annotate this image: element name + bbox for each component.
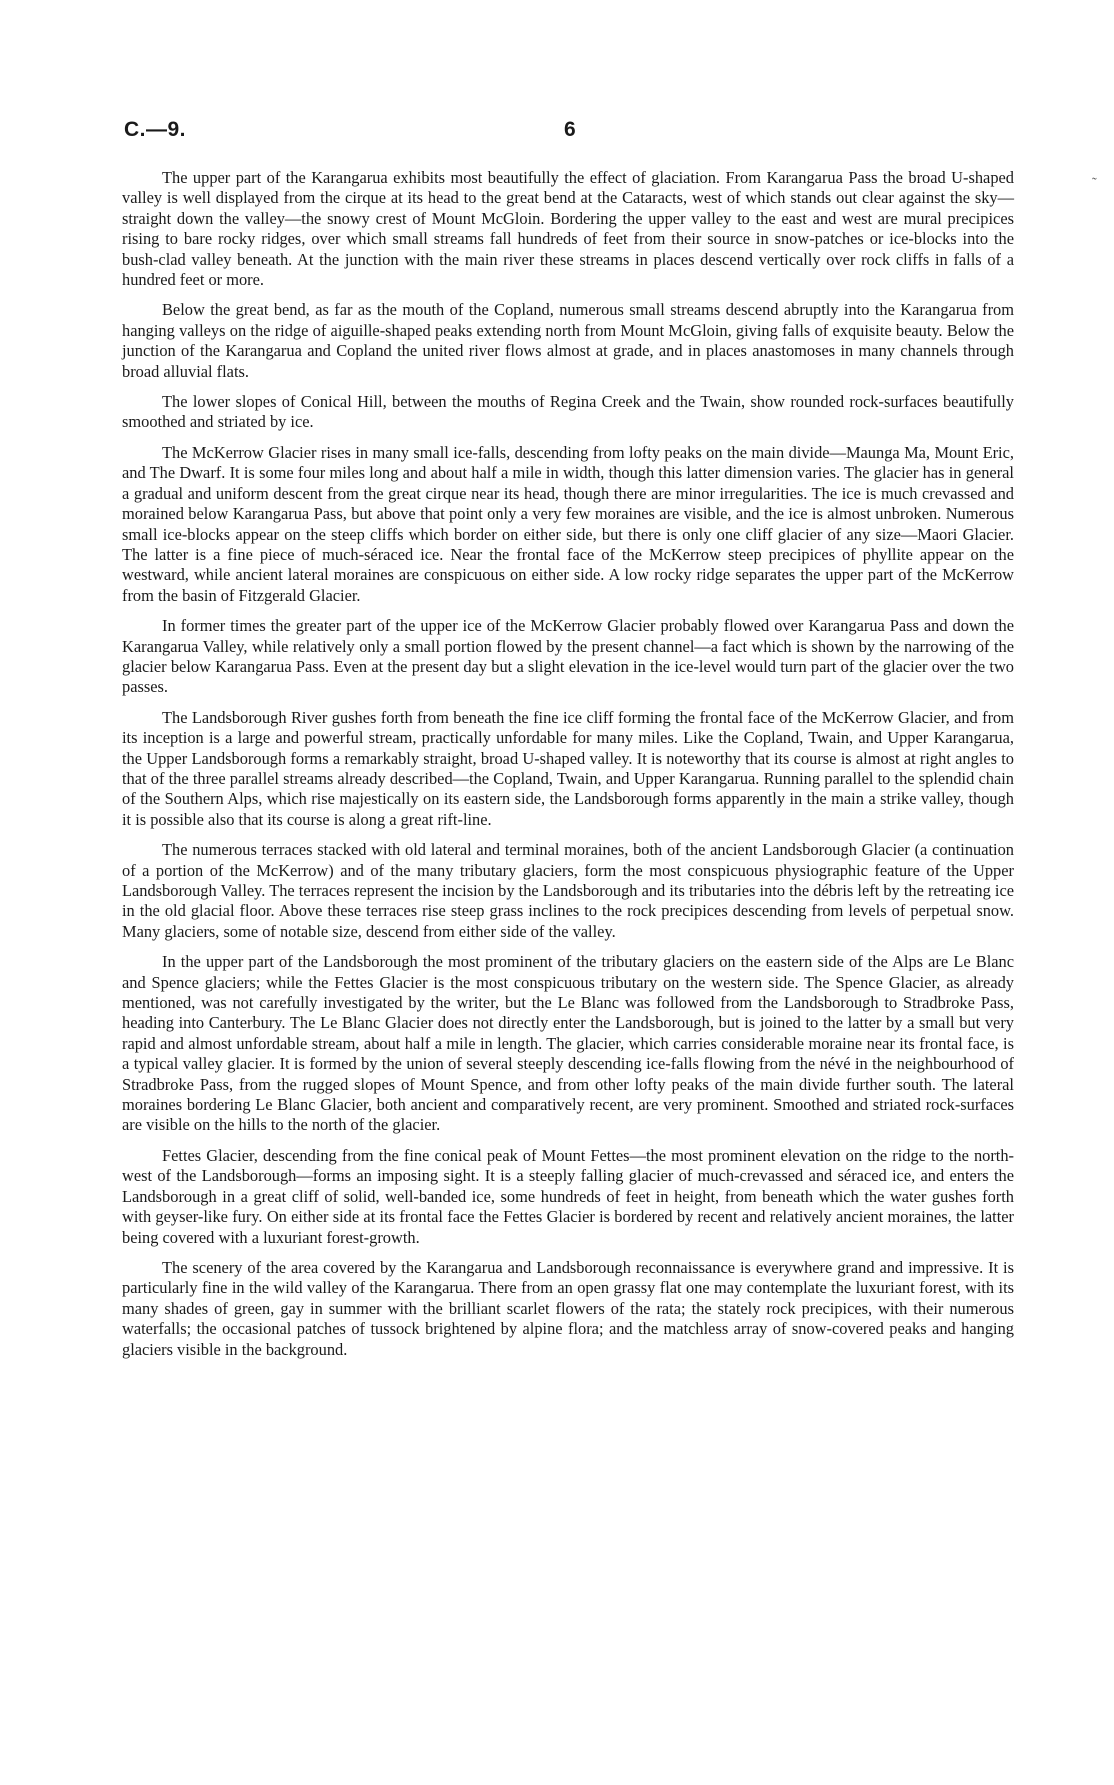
document-reference: C.—9. bbox=[124, 118, 187, 141]
paragraph-landsborough-river: The Landsborough River gushes forth from beneath the fine ice cliff forming the frontal face of the McKerrow Glacier, and from its inception is a large and powerful stream, practically unfordable for many miles. Like the Copland, Twain, and Upper Karangarua, the Upper Landsborough forms a remarkably straight, broad U-shaped valley. It is noteworthy that its course is almost at right angles to that of the three parallel streams already described—the Copland, Twain, and Upper Karangarua. Running parallel to the splendid chain of the Southern Alps, which rise majestically on its eastern side, the Landsborough forms apparently in the main a strike valley, though it is possible also that its course is along a great rift-line. bbox=[122, 707, 1014, 829]
paragraph-fettes-glacier: Fettes Glacier, descending from the fine conical peak of Mount Fettes—the most prominent elevation on the ridge to the north-west of the Landsborough—forms an imposing sight. It is a steeply falling glacier of much-crevassed and séraced ice, and enters the Landsborough in a great cliff of solid, well-banded ice, some hundreds of feet in height, from beneath which the water gushes forth with geyser-like fury. On either side at its frontal face the Fettes Glacier is bordered by recent and relatively ancient moraines, the latter being covered with a luxuriant forest-growth. bbox=[122, 1145, 1014, 1247]
paragraph-tributary-glaciers: In the upper part of the Landsborough the most prominent of the tributary glaciers on the eastern side of the Alps are Le Blanc and Spence glaciers; while the Fettes Glacier is the most conspicuous tributary on the western side. The Spence Glacier, as already mentioned, was not carefully investigated by the writer, but the Le Blanc was followed from the Landsborough to Stradbroke Pass, heading into Canterbury. The Le Blanc Glacier does not directly enter the Landsborough, but is joined to the latter by a small but very rapid and almost unfordable stream, about half a mile in length. The glacier, which carries considerable moraine near its frontal face, is a typical valley glacier. It is formed by the union of several steeply descending ice-falls flowing from the névé in the neighbourhood of Stradbroke Pass, from the rugged slopes of Mount Spence, and from other lofty peaks of the main divide further south. The lateral moraines bordering Le Blanc Glacier, both ancient and comparatively recent, are very prominent. Smoothed and striated rock-surfaces are visible on the hills to the north of the glacier. bbox=[122, 952, 1014, 1135]
page-number: 6 bbox=[564, 118, 576, 141]
paragraph-conical-hill: The lower slopes of Conical Hill, between the mouths of Regina Creek and the Twain, show rounded rock-surfaces beautifully smoothed and striated by ice. bbox=[122, 392, 1014, 432]
page-header bbox=[124, 118, 1012, 148]
margin-mark: ˜ bbox=[1092, 176, 1097, 191]
paragraph-former-times: In former times the greater part of the upper ice of the McKerrow Glacier probably flowed over Karangarua Pass and down the Karangarua Valley, while relatively only a small portion flowed by the present channel—a fact which is shown by the narrowing of the glacier below Karangarua Pass. Even at the present day but a slight elevation in the ice-level would turn part of the glacier over the two passes. bbox=[122, 616, 1014, 697]
paragraph-mckerrow-glacier: The McKerrow Glacier rises in many small ice-falls, descending from lofty peaks on the main divide—Maunga Ma, Mount Eric, and The Dwarf. It is some four miles long and about half a mile in width, though this latter dimension varies. The glacier has in general a gradual and uniform descent from the great cirque near its head, though there are minor irregularities. The ice is much crevassed and morained below Karangarua Pass, but above that point only a very few moraines are visible, and the ice is almost unbroken. Numerous small ice-blocks appear on the steep cliffs which border on either side, but there is only one cliff glacier of any size—Maori Glacier. The latter is a fine piece of much-séraced ice. Near the frontal face of the McKerrow steep precipices of phyllite appear on the westward, while ancient lateral moraines are conspicuous on either side. A low rocky ridge separates the upper part of the McKerrow from the basin of Fitzgerald Glacier. bbox=[122, 442, 1014, 605]
paragraph-karangarua-glaciation: The upper part of the Karangarua exhibits most beautifully the effect of glaciation. From Karangarua Pass the broad U-shaped valley is well displayed from the cirque at its head to the great bend at the Cataracts, west of which stands out clear against the sky—straight down the valley—the snowy crest of Mount McGloin. Bordering the upper valley to the east and west are mural precipices rising to bare rocky ridges, over which small streams fall hundreds of feet from their source in snow-patches or ice-blocks into the bush-clad valley beneath. At the junction with the main river these streams in places descend vertically over rock cliffs in falls of a hundred feet or more. bbox=[122, 168, 1014, 290]
paragraph-great-bend: Below the great bend, as far as the mouth of the Copland, numerous small streams descend abruptly into the Karangarua from hanging valleys on the ridge of aiguille-shaped peaks extending north from Mount McGloin, giving falls of exquisite beauty. Below the junction of the Karangarua and Copland the united river flows almost at grade, and in places anastomoses in many channels through broad alluvial flats. bbox=[122, 300, 1014, 381]
paragraph-scenery: The scenery of the area covered by the Karangarua and Landsborough reconnaissance is everywhere grand and impressive. It is particularly fine in the wild valley of the Karangarua. There from an open grassy flat one may contemplate the luxuriant forest, with its many shades of green, gay in summer with the brilliant scarlet flowers of the rata; the stately rock precipices, with their numerous waterfalls; the occasional patches of tussock brightened by alpine flora; and the matchless array of snow-covered peaks and hanging glaciers visible in the background. bbox=[122, 1257, 1014, 1359]
paragraph-terraces: The numerous terraces stacked with old lateral and terminal moraines, both of the ancient Landsborough Glacier (a continuation of a portion of the McKerrow) and of the many tributary glaciers, form the most conspicuous physiographic feature of the Upper Landsborough Valley. The terraces represent the incision by the Landsborough and its tributaries into the débris left by the retreating ice in the old glacial floor. Above these terraces rise steep grass inclines to the rock precipices descending from levels of perpetual snow. Many glaciers, some of notable size, descend from either side of the valley. bbox=[122, 840, 1014, 941]
body-text bbox=[122, 168, 1014, 1370]
